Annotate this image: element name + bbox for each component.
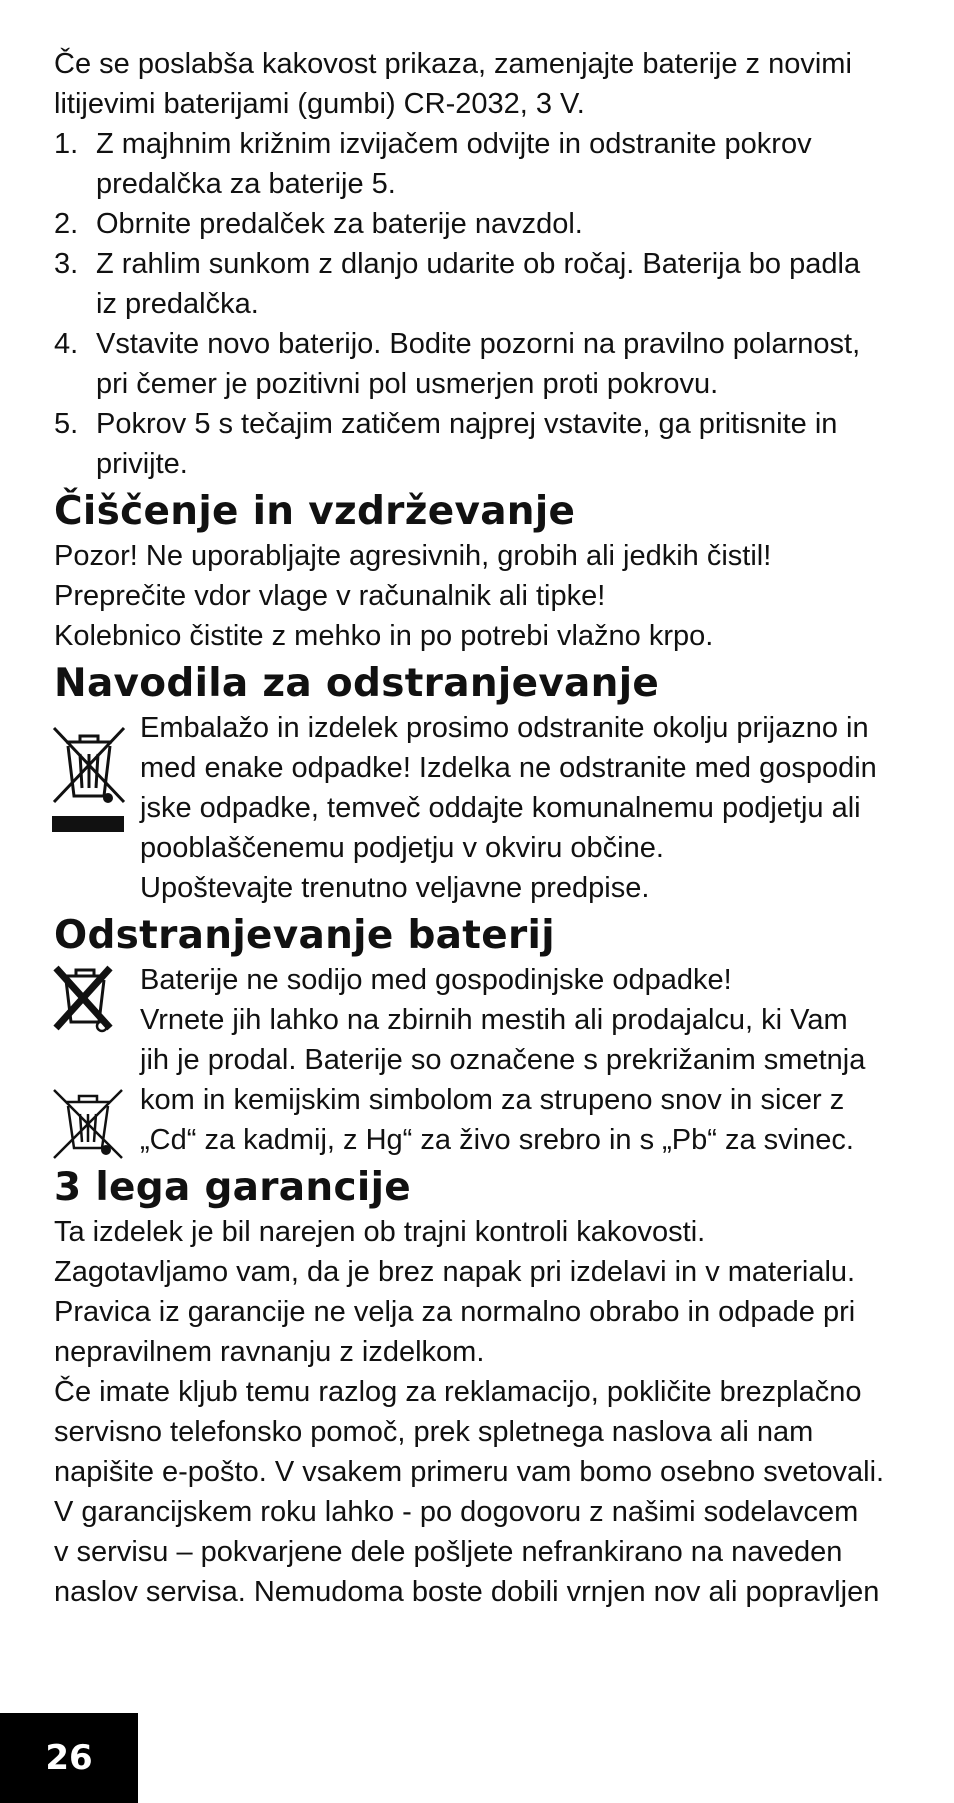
step-text: predalčka za baterije 5. [96,168,396,200]
step-text: Obrnite predalček za baterije navzdol. [96,208,583,240]
cleaning-line: Preprečite vdor vlage v računalnik ali tipke! [54,580,606,612]
step-text: Vstavite novo baterijo. Bodite pozorni na pravilno polarnost, [96,328,861,360]
disposal-heading: Navodila za odstranjevanje [54,661,660,706]
battery-disposal-line: kom in kemijskim simbolom za strupeno snov in sicer z [140,1084,845,1116]
battery-disposal-line: Baterije ne sodijo med gospodinjske odpadke! [140,964,732,996]
step-number: 3. [54,248,79,280]
crossed-out-bin-bar-icon [50,718,128,834]
battery-disposal-block [54,960,914,1160]
warranty-line: v servisu – pokvarjene dele pošljete nefrankirano na naveden [54,1536,843,1568]
list-item [54,244,914,324]
step-text: Z rahlim sunkom z dlanjo udarite ob ročaj. Baterija bo padla [96,248,861,280]
list-item [54,204,914,244]
warranty-line: Če imate kljub temu razlog za reklamacijo, pokličite brezplačno [54,1376,862,1408]
warranty-heading: 3 lega garancije [54,1165,411,1210]
intro-line: Če se poslabša kakovost prikaza, zamenjajte baterije z novimi [54,48,852,80]
warranty-line: servisno telefonsko pomoč, prek spletnega naslova ali nam [54,1416,814,1448]
crossed-out-bin-outline-icon [50,1086,126,1162]
crossed-out-bin-icon [52,960,118,1036]
battery-steps-list [54,124,914,484]
disposal-line: Upoštevajte trenutno veljavne predpise. [140,872,650,904]
intro-line: litijevimi baterijami (gumbi) CR-2032, 3 V. [54,88,585,120]
page-content [54,44,914,1612]
warranty-line: Ta izdelek je bil narejen ob trajni kontroli kakovosti. [54,1216,706,1248]
warranty-line: naslov servisa. Nemudoma boste dobili vrnjen nov ali popravljen [54,1576,880,1608]
cleaning-line: Pozor! Ne uporabljajte agresivnih, grobih ali jedkih čistil! [54,540,772,572]
disposal-line: jske odpadke, temveč oddajte komunalnemu podjetju ali [140,792,861,824]
warranty-line: Pravica iz garancije ne velja za normalno obrabo in odpade pri [54,1296,856,1328]
battery-disposal-line: jih je prodal. Baterije so označene s prekrižanim smetnja [140,1044,866,1076]
step-number: 1. [54,128,79,160]
step-text: Z majhnim križnim izvijačem odvijte in odstranite pokrov [96,128,812,160]
page-number-box [0,1713,138,1803]
disposal-line: med enake odpadke! Izdelka ne odstranite med gospodin [140,752,877,784]
battery-disposal-line: Vrnete jih lahko na zbirnih mestih ali prodajalcu, ki Vam [140,1004,848,1036]
step-number: 2. [54,208,79,240]
cleaning-heading: Čiščenje in vzdrževanje [54,489,576,534]
step-number: 4. [54,328,79,360]
disposal-block [54,708,914,908]
list-item [54,404,914,484]
step-text: iz predalčka. [96,288,259,320]
warranty-line: napišite e-pošto. V vsakem primeru vam bomo osebno svetovali. [54,1456,885,1488]
step-text: privijte. [96,448,188,480]
list-item [54,324,914,404]
cleaning-line: Kolebnico čistite z mehko in po potrebi vlažno krpo. [54,620,714,652]
battery-disposal-line: „Cd“ za kadmij, z Hg“ za živo srebro in s „Pb“ za svinec. [140,1124,854,1156]
warranty-line: nepravilnem ravnanju z izdelkom. [54,1336,485,1368]
warranty-line: V garancijskem roku lahko - po dogovoru z našimi sodelavcem [54,1496,859,1528]
battery-disposal-heading: Odstranjevanje baterij [54,913,555,958]
step-text: Pokrov 5 s tečajim zatičem najprej vstavite, ga pritisnite in [96,408,838,440]
list-item [54,124,914,204]
warranty-line: Zagotavljamo vam, da je brez napak pri izdelavi in v materialu. [54,1256,856,1288]
page-number: 26 [45,1738,93,1778]
step-text: pri čemer je pozitivni pol usmerjen proti pokrovu. [96,368,719,400]
step-number: 5. [54,408,79,440]
disposal-line: Embalažo in izdelek prosimo odstranite okolju prijazno in [140,712,869,744]
disposal-line: pooblaščenemu podjetju v okviru občine. [140,832,664,864]
